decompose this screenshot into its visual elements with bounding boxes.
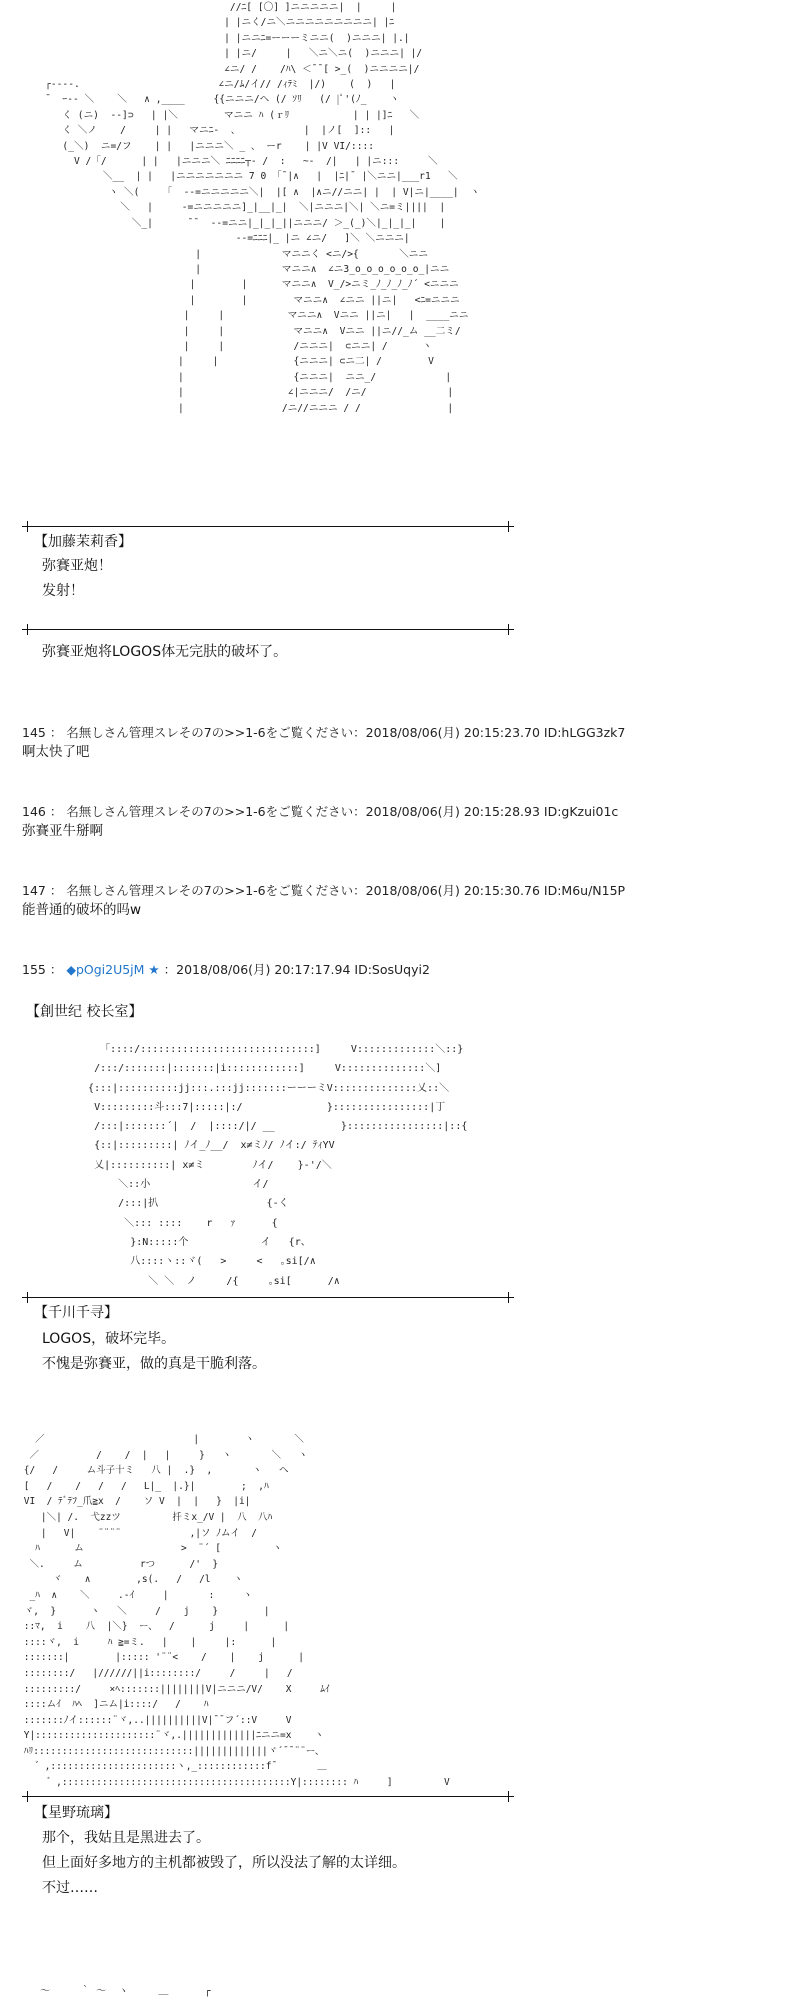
dialogue-top-rule-3	[22, 1796, 514, 1797]
dialogue-line: 发射！	[42, 583, 84, 599]
post-header: 145 ： 名無しさん管理スレその7の>>1-6をご覧ください：2018/08/06(月) 20:15:23.70 ID:hLGG3zk7	[22, 725, 626, 740]
robot-ascii-art: //ﾆ[ [〇] ]ニニニニニ| | | | |ニく/ニ＼ニニニニニニニニニ| |ﾆ | |ニニﾆ=ーーーミニニ( )ニニニ| |.| | |ニ/ | ＼ニ＼ニ( )ニニニ| |/ ∠ニ/ / /ﾊ\ ＜¯¯[ >_( )ニニニニ|/ ┌‐---. ∠ニ/ﾑ/イ// /ｨﾃﾐ |/) ( ) | ¯ ｰ-- ＼ ＼ ∧ ,____ {{ニニニ/ヘ (/ ｿﾘ (/ |ﾟ'(ﾉ_ ヽ く (ニ) -‐]⊃ | |＼ マニニ ﾊ (ｒﾘ | | |]ﾆ ＼ く ＼ノ / | | マニﾆ- 、 | |ノ[ ]:: | (_＼) ニ=/フ | | |ニニニ＼ _ 、 ーr | |V VI/:::: V /「/ | | |ニニニ＼ ﾆﾆﾆﾆ┬‐ / : ~- /| | |ニ::: ＼ ＼__ | | |ニニニニニニニ 7 0 「¯|∧ | |ﾆ|¯ |＼ニニ|___r1 ＼ ヽ ＼( 「 --=ニニニニニ＼| |[ ∧ |∧ニ//ニニ| | | V|ニ|____| ヽ ＼ | -=ニニニニニ]_|__|_| ＼|ニニニ|＼| ＼ニ=ミ|||| | ＼_| ¯¯ --=ニニ|_|_|_||ニニニ/ ＞_(_)＼|_|_|_| | --=ﾆﾆﾆ|_ |ニ ∠ニ/ ]＼ ＼ニニニ| | マニニく <ニ/>{ ＼ニニ | マニニ∧ ∠ニ3_o_o_o_o_o_o_|ニニ | | マニニ∧ V_/>ニミ_ﾉ_ﾉ_ﾉ_ﾉ´ <ニニニ | | マニニ∧ ∠ニニ ||ニ| <ﾆ=ニニニ | | マニニ∧ Vニニ ||ニ| | ____ニニ | | マニニ∧ Vニニ ||ニ//_ム __二ミ/ | | /ニニニ| ⊂ニニ| / ヽ | | {ニニニ| ⊂ニ二| / V | {ニニニ| ニニ_/ | | ∠|ニニニ/ /ニ/ | | /ニ//ニニニ / / |	[45, 2, 480, 414]
footer-ascii-fragment: ～ ｀ ～ ヽ ＿ ┌	[22, 1986, 211, 1997]
post-number: 155 ：	[22, 962, 63, 977]
star-icon: ★	[148, 962, 160, 977]
post-header-155	[22, 960, 430, 978]
principal-room-ascii-art: 「::::/:::::::::::::::::::::::::::::] V:::::::::::::＼::} /:::/:::::::|:::::::|i::::::::::::] V::::::::::::::＼] {:::|::::::::::jj:::.:::jj:::::::ーーーミV::::::::::::::乂::＼ V:::::::::斗:::7|:::::|:/ }::::::::::::::::|丁 /:::|:::::::´| / |::::/|/ __ }::::::::::::::::|::{ {::|:::::::::| ﾉイ_ﾉ__/ x≠ミﾉ/ ﾉイ:/ ﾃｨYV 乂|::::::::::| x≠ミ ﾉイ/ }-'/＼ ＼::小 イ/ /:::|扒 {-く ＼::: :::: r ｧ { }:N:::::个 イ {r、 八::::ヽ::ヾ( > < ｡si[/∧ ＼ ＼ ノ /{ ｡si[ /∧	[88, 1044, 468, 1287]
post-header: 146 ： 名無しさん管理スレその7の>>1-6をご覧ください：2018/08/06(月) 20:15:28.93 ID:gKzui01c	[22, 804, 619, 819]
dialogue-line: 不过……	[42, 1880, 98, 1896]
dialogue-line: 弥賽亚炮！	[42, 558, 112, 574]
post-header: 147 ： 名無しさん管理スレその7の>>1-6をご覧ください：2018/08/06(月) 20:15:30.76 ID:M6u/N15P	[22, 883, 626, 898]
dialogue-bottom-rule-1	[22, 629, 514, 630]
dialogue-line: 不愧是弥賽亚，做的真是干脆利落。	[42, 1356, 266, 1372]
post-body: 弥賽亚牛掰啊	[22, 823, 103, 839]
speaker-label: 【星野琉璃】	[34, 1805, 118, 1821]
dialogue-top-rule-1	[22, 526, 514, 527]
post-meta: ：2018/08/06(月) 20:17:17.94 ID:SosUqyi2	[163, 962, 430, 977]
speaker-label: 【加藤茉莉香】	[34, 534, 132, 550]
dialogue-top-rule-2	[22, 1297, 514, 1298]
post-trip-link[interactable]: ◆pOgi2U5jM	[66, 962, 145, 977]
post-body: 能普通的破坏的吗w	[22, 902, 142, 918]
dialogue-line: LOGOS，破坏完毕。	[42, 1331, 176, 1347]
dialogue-line: 但上面好多地方的主机都被毁了，所以没法了解的太详细。	[42, 1855, 406, 1871]
narration-text: 弥賽亚炮将LOGOS体无完肤的破坏了。	[42, 644, 288, 660]
dialogue-line: 那个，我姑且是黑进去了。	[42, 1830, 210, 1846]
post-body: 啊太快了吧	[22, 744, 90, 760]
ruri-ascii-art: ／ | ヽ ＼ ／ / / | | } ヽ ＼ ヽ {/ / ム斗子十ミ 八 | .} , ヽ ヘ [ / / / / L|_ |.}| ; ,ﾊ VI / ﾃﾞﾃﾌ_爪≧x / ソ V | | } |i| |＼| /. 弋zzツ 扦ミx_/V | 八 八ﾊ | V| ¨¨¨¨ ,|ソ ﾉムイ / ﾊ ム > ¨´ [ ヽ ＼. ム rつ /' } ヾ ∧ ,s(. / /l ヽ _ﾊ ∧ ＼ .-ｲ | : ヽ ヾ, } ヽ ＼ / j } | ::ﾏ, i 八 |＼} ー、 / j | | ::::ヾ, i ﾊ ≧=ミ. | | |: | :::::::| |::::: '¨¨< / | j | ::::::::/ |//////||i::::::::/ / | / :::::::::/ ×ﾍ:::::::||||||||V|ニニニ/V/ X ﾑｲ ::::ムｲ ﾊﾍ ]ニム|i::::/ / ﾊ :::::::ﾉイ::::::¨ヾ,..||||||||||V|¯¯フ´::V V Y|:::::::::::::::::::::¨ヾ,.|||||||||||||ﾆニニ=x ヽ ﾊﾘ::::::::::::::::::::::::::::|||||||||||||ヾ´¯¯¨¨ー、 ゛,::::::::::::::::::::::ヽ,_::::::::::::f¯ ＿ ゛,::::::::::::::::::::::::::::::::::::::::Y|:::::::: ﾊ ] V	[23, 1434, 450, 1789]
speaker-label: 【千川千寻】	[34, 1305, 118, 1321]
location-label: 【創世纪 校长室】	[26, 1004, 143, 1020]
